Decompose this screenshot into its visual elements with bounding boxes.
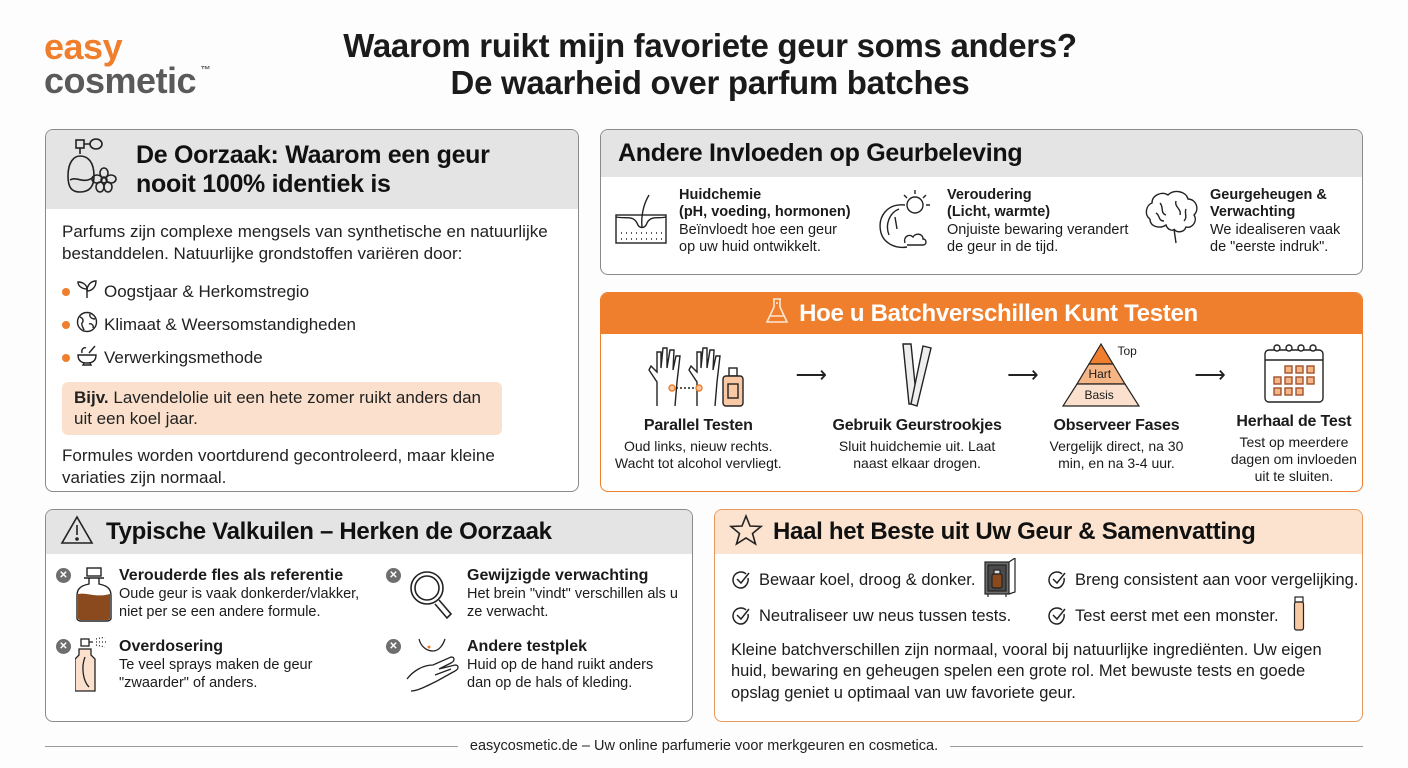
pitfall-item-test-spot <box>386 637 693 698</box>
pitfall-item-expectation <box>386 566 693 627</box>
star-icon <box>729 514 763 551</box>
list-item-label: Oogstjaar & Herkomstregio <box>104 281 310 301</box>
footer-divider-right <box>950 746 1363 747</box>
check-circle-icon <box>1047 606 1067 626</box>
example-label: Bijv. <box>74 388 109 408</box>
tip-item-neutralise <box>731 600 1047 632</box>
tips-card <box>714 509 1363 722</box>
warning-icon <box>60 515 94 550</box>
sprout-icon <box>76 279 104 305</box>
pyramid-mid-label: Hart <box>1088 367 1112 381</box>
pitfall-text: Het brein "vindt" verschillen als u ze verwacht. <box>467 586 678 620</box>
influence-title: Veroudering <box>947 187 1032 203</box>
footer-text: easycosmetic.de – Uw online parfumerie voor merkgeuren en cosmetica. <box>469 738 939 754</box>
pitfall-title: Gewijzigde verwachting <box>467 567 649 584</box>
list-item-label: Verwerkingsmethode <box>104 347 263 367</box>
hands-bottle-icon <box>643 395 753 412</box>
testing-title: Hoe u Batchverschillen Kunt Testen <box>799 299 1198 327</box>
cause-card <box>45 129 579 492</box>
brand-logo <box>44 26 211 102</box>
title-line-1: Waarom ruikt mijn favoriete geur soms anders? <box>343 27 1077 64</box>
arrow-icon: ⟶ <box>1194 362 1226 387</box>
scent-strips-icon <box>887 395 947 412</box>
tip-label: Test eerst met een monster. <box>1075 606 1279 625</box>
step-repeat-test <box>1226 342 1362 484</box>
tips-title: Haal het Beste uit Uw Geur & Samenvatting <box>773 518 1256 545</box>
globe-icon <box>76 311 104 339</box>
pitfall-title: Andere testplek <box>467 638 588 655</box>
influence-subtitle: (Licht, warmte) <box>947 204 1051 221</box>
influences-title: Andere Invloeden op Geurbeleving <box>618 139 1023 167</box>
pitfall-item-old-bottle <box>56 566 386 627</box>
step-text: Sluit huidchemie uit. Laat naast elkaar drogen. <box>838 438 996 471</box>
example-callout <box>62 382 502 435</box>
cause-card-header <box>46 130 578 209</box>
step-observe-phases <box>1039 342 1195 472</box>
influence-item-memory <box>1140 187 1360 258</box>
pitfall-text: Oude geur is vaak donkerder/vlakker, niet per se een andere formule. <box>119 586 360 620</box>
title-line-2: De waarheid over parfum batches <box>450 63 970 101</box>
tip-item-sample <box>1047 600 1363 632</box>
x-circle-icon: ✕ <box>386 568 401 583</box>
testing-card-header <box>601 293 1362 334</box>
bullet-dot <box>62 288 70 296</box>
calendar-icon <box>1261 391 1327 408</box>
summary-text: Kleine batchverschillen zijn normaal, vooral bij natuurlijke ingrediënten. Uw eigen huid, bewaring en geheugen spelen een grote rol. Met bewuste tests en goede opslag geniet u optimaal van uw favoriete geur. <box>731 641 1322 702</box>
logo-line-cosmetic <box>44 60 211 102</box>
pyramid-base-label: Basis <box>1084 388 1114 402</box>
x-circle-icon: ✕ <box>386 639 401 654</box>
cause-outro: Formules worden voortdurend gecontroleerd, maar kleine variaties zijn normaal. <box>62 445 495 487</box>
cause-intro: Parfums zijn complexe mengsels van synthetische en natuurlijke bestanddelen. Natuurlijke grondstoffen variëren door: <box>62 222 548 264</box>
step-parallel-testing <box>601 342 796 472</box>
cause-title: De Oorzaak: Waarom een geur nooit 100% identiek is <box>136 140 490 198</box>
flask-icon <box>765 297 789 330</box>
influence-text: Beïnvloedt hoe een geur op uw huid ontwikkelt. <box>679 221 838 256</box>
step-title: Parallel Testen <box>643 417 753 434</box>
pitfall-text: Te veel sprays maken de geur "zwaarder" of anders. <box>119 657 313 691</box>
step-text: Test op meerdere dagen om invloeden uit te sluiten. <box>1230 434 1357 484</box>
skin-hair-icon <box>613 187 671 254</box>
list-item-harvest <box>62 275 562 308</box>
pitfall-text: Huid op de hand ruikt anders dan op de hals of kleding. <box>467 657 654 691</box>
pitfalls-card-header <box>46 510 692 554</box>
logo-line-easy: easy <box>44 26 123 67</box>
trademark: ™ <box>200 65 211 77</box>
footer <box>45 738 1363 754</box>
x-circle-icon: ✕ <box>56 568 71 583</box>
influence-item-aging <box>875 187 1140 258</box>
pitfall-title: Overdosering <box>119 638 224 655</box>
pyramid-top-label: Top <box>1117 344 1137 358</box>
check-circle-icon <box>731 606 751 626</box>
check-circle-icon <box>731 570 751 590</box>
perfume-bottle-flower-icon <box>60 136 122 203</box>
pitfall-item-overdosing <box>56 637 386 698</box>
check-circle-icon <box>1047 570 1067 590</box>
bullet-dot <box>62 354 70 362</box>
page-title <box>290 28 1130 102</box>
pitfall-title: Verouderde fles als referentie <box>119 567 344 584</box>
footer-divider-left <box>45 746 458 747</box>
influence-item-skin <box>613 187 875 258</box>
influence-title: Geurgeheugen & Verwachting <box>1210 187 1327 221</box>
influence-text: Onjuiste bewaring verandert de geur in de tijd. <box>947 221 1129 256</box>
example-text: Lavendelolie uit een hete zomer ruikt anders dan uit een koel jaar. <box>74 388 481 429</box>
tip-label: Bewaar koel, droog & donker. <box>759 570 976 589</box>
list-item-label: Klimaat & Weersomstandigheden <box>104 314 356 334</box>
arrow-icon: ⟶ <box>795 362 828 387</box>
old-bottle-icon <box>75 566 113 627</box>
mortar-bowl-icon <box>76 344 104 372</box>
step-title: Herhaal de Test <box>1236 413 1352 430</box>
spray-bottle-icon <box>75 637 113 698</box>
pitfalls-card <box>45 509 693 722</box>
pitfalls-title: Typische Valkuilen – Herken de Oorzaak <box>106 518 552 545</box>
testing-card <box>600 292 1363 492</box>
cabinet-icon <box>983 558 1017 603</box>
brain-icon <box>1140 187 1202 252</box>
step-title: Observeer Fases <box>1053 417 1180 434</box>
influence-subtitle: (pH, voeding, hormonen) <box>679 204 851 221</box>
x-circle-icon: ✕ <box>56 639 71 654</box>
step-scent-strips <box>827 342 1007 472</box>
list-item-climate <box>62 308 562 341</box>
magnifier-icon <box>405 566 461 627</box>
bullet-dot <box>62 321 70 329</box>
list-item-processing <box>62 341 562 374</box>
clock-sun-cloud-icon <box>875 187 939 258</box>
sample-vial-icon <box>1293 596 1305 637</box>
tip-label: Neutraliseer uw neus tussen tests. <box>759 606 1012 625</box>
hand-neck-icon <box>405 637 461 698</box>
arrow-icon: ⟶ <box>1007 362 1039 387</box>
step-text: Oud links, nieuw rechts. Wacht tot alcohol vervliegt. <box>614 438 782 471</box>
tips-card-header <box>715 510 1362 554</box>
influence-title: Huidchemie <box>679 187 762 203</box>
logo-cosmetic-text: cosmetic <box>44 60 197 102</box>
influences-card-header <box>601 130 1362 177</box>
step-title: Gebruik Geurstrookjes <box>832 417 1002 434</box>
tip-item-consistent <box>1047 564 1363 596</box>
tip-item-storage <box>731 564 1047 596</box>
influence-text: We idealiseren vaak de "eerste indruk". <box>1210 221 1341 256</box>
pyramid-icon <box>1061 342 1171 408</box>
influences-card <box>600 129 1363 275</box>
step-text: Vergelijk direct, na 30 min, en na 3-4 uur. <box>1049 438 1184 471</box>
tip-label: Breng consistent aan voor vergelijking. <box>1075 570 1359 589</box>
